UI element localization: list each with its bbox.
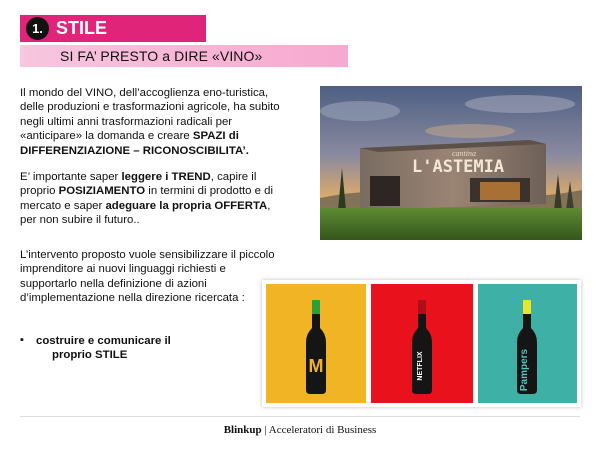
bullet-square-icon: ▪ (20, 334, 24, 346)
section-header-banner (20, 15, 206, 42)
winery-sign-main: L'ASTEMIA (412, 157, 505, 177)
footer-separator: | (261, 424, 269, 436)
text-fragment: in termini di prodotto e di mercato e saper (20, 185, 274, 212)
footer-divider (20, 416, 580, 417)
bottle-label: NETFLIX (417, 351, 424, 381)
paragraph-intro (20, 86, 282, 158)
bullet-item-line2: proprio STILE (52, 349, 128, 361)
bullet-item-line1: costruire e comunicare il (36, 335, 171, 347)
paragraph-trend (20, 170, 282, 228)
text-fragment: , per non subire il futuro.. (20, 199, 271, 227)
footer-brand: Blinkup (223, 424, 262, 436)
wine-panel-netflix (371, 284, 473, 403)
winery-sign-small: cantina (452, 149, 476, 158)
footer-tagline: Acceleratori di Business (268, 424, 377, 436)
section-title: STILE (56, 18, 108, 38)
section-number-badge: 1. (26, 17, 49, 40)
paragraph-intro-text: Il mondo del VINO, dell’accoglienza eno-turistica, delle produzioni e trasformazioni agricole, ha subito negli ultimi anni trasformazioni radicali per «anticipare» la domanda e creare (20, 87, 280, 143)
paragraph-intervention: L’intervento proposto vuole sensibilizzare il piccolo imprenditore ai nuovi linguaggi richiesti e supportarlo nella definizione di azioni d’implementazione nella direzione ricercata : (20, 249, 275, 305)
footer (0, 424, 600, 436)
bold-fragment: leggere i TREND (121, 171, 211, 183)
bottle-label: M (308, 356, 324, 376)
wine-panel-mcdonalds (266, 284, 366, 403)
bold-fragment: POSIZIAMENTO (58, 185, 146, 198)
text-fragment: , capire il proprio (20, 171, 257, 198)
wine-bottle-gallery (262, 280, 581, 407)
winery-photo (320, 86, 582, 240)
subtitle-text: SI FA’ PRESTO a DIRE «VINO» (60, 48, 263, 64)
bold-fragment: adeguare la propria OFFERTA (105, 199, 268, 212)
bottle-label: Pampers (519, 348, 530, 392)
subtitle-banner (20, 45, 348, 67)
wine-panel-pampers (478, 284, 577, 403)
paragraph-intro-bold: SPAZI di DIFFERENZIAZIONE – RICONOSCIBILITA’. (20, 130, 249, 157)
text-fragment: E’ importante saper (20, 171, 122, 183)
